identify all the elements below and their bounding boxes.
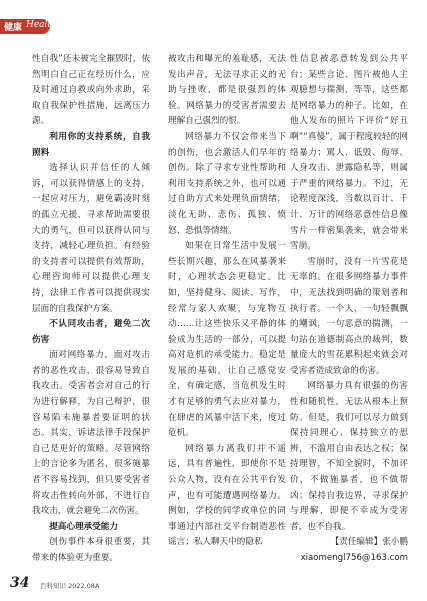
paragraph: 选择认识并信任的人倾诉，可以获得情感上的支持，一起应对压力，避免霸凌时刻的孤立无援，寻求帮助需要很大的勇气，但可以获得认同与支持，减轻心理负担。有经验的支持者可以提供有效帮助，心理咨询师可以提供心理支持，法律工作者可以提供现实层面的自我保护方案。 (32, 163, 150, 314)
paragraph: 创伤事件本身很重要，其带来的体验更为重要。 (32, 537, 150, 563)
paragraph: 网络暴力不仅会带来当下的创伤，也会激活人们早年的创伤。除了寻求专业性帮助和利用支持系统之外，也可以通过自助方式来处理负面情绪，淡化无助、悲伤、孤独、愤怒、恐惧等情绪。 (168, 131, 286, 236)
issue-info: 百科知识 2022.08A (40, 582, 100, 590)
section-heading: 提高心理承受能力 (49, 521, 118, 532)
paragraph: 如果在日常生活中发展一些长期兴趣，那么在风暴袭来时，心理状态会更稳定。比如，坚持健身、阅读、写作，经常与家人欢聚，与宠物互动……让这些快乐又平静的体验成为生活的一部分，可以提高对危机的承受能力。稳定是发展的基础，让自己感觉安全，有确定感，当危机发生时才有足够的勇气去应对暴力，在肆虐的风暴中活下来，度过危机。 (168, 241, 286, 439)
paragraph: 网络暴力具有很强的伤害性和随机性，无法从根本上预防。但是，我们可以尽力做到保持同理心、保持独立的思辨，不滥用自由表达之权；保持理智，不知全貌时，不加评价，不做施暴者，也不做帮凶；保持自我边界，寻求保护与理解，即便不幸成为受害者，也不自我。 (290, 381, 408, 532)
editor-credit: 【责任编辑】张小鹏 (330, 537, 408, 548)
text-column-3 (290, 52, 408, 567)
page-number: 34 (10, 575, 30, 591)
page-header (0, 0, 427, 44)
section-label-cn: 健康 (4, 23, 23, 33)
paragraph: 雪崩时，没有一片雪花是无辜的。在很多网络暴力事件中，无法找到明确的策划者和执行者。一个人，一句轻飘飘的嘲讽，一句恶意的揣测，一句站在道德制高点的裁判，数量庞大的雪花累积起来就会对受害者造成致命的伤害。 (290, 256, 408, 376)
paragraph: 性自我”还未被完全摧毁时，依然明白自己正在经历什么，应及时通过自救或向外求助，采取自我保护性措施，远离压力源。 (32, 54, 150, 127)
section-badge (0, 19, 57, 34)
paragraph: 面对网络暴力，面对攻击者的恶性攻击，很容易导致自我攻击。受害者会对自己的行为进行解释，为自己辩护，很容易陷未施暴者要证明的状态。其实，诉诸法律手段保护自己是更好的策略。尽管网络上的言论多为匿名，很多施暴者不容易找到，但只要受害者将攻击性转向外部，不进行自我攻击，就会避免二次伤害。 (32, 350, 150, 517)
page-footer (0, 565, 427, 601)
paragraph: 网络暴力离我们并不遥远，具有普遍性，即使你不是公众人物，没有在公共平台发声，也有可能遭遇网络暴力。例如，学校的同学或单位的同事通过内部社交平台制造恶性谣言；私人聊天中的隐私 (168, 443, 286, 548)
text-column-2 (168, 52, 286, 551)
paragraph: 性信息被恶意转发到公共平台；某些言论、图片被他人主观臆想与揣测，等等，这些都是网络暴力的种子。比如，在他人发布的照片下评价“好丑啊”“真傻”，属于程度较轻的网络暴力；駡人、诋毁、侮辱、人身攻击、泄露隐私等，则属于严重的网络暴力。不过，无论程度深浅，当数以百计、千计、万计的网络恶意性信息像雪片一样密集袭来，就会带来雪崩。 (290, 54, 408, 252)
section-label-en: Health (26, 20, 57, 30)
paragraph: 被攻击和曝光的羞耻感，无法发出声音，无法寻求正义的无助与挫败，都是很强烈的体验。网络暴力的受害者需要去理解自己强烈的恨。 (168, 54, 286, 127)
text-column-1 (32, 52, 150, 567)
section-heading: 不认同攻击者，避免二次伤害 (32, 319, 150, 345)
editor-credit: xiaomengl756@163.com (300, 553, 408, 563)
section-heading: 利用你的支持系统，自我照料 (32, 131, 150, 158)
